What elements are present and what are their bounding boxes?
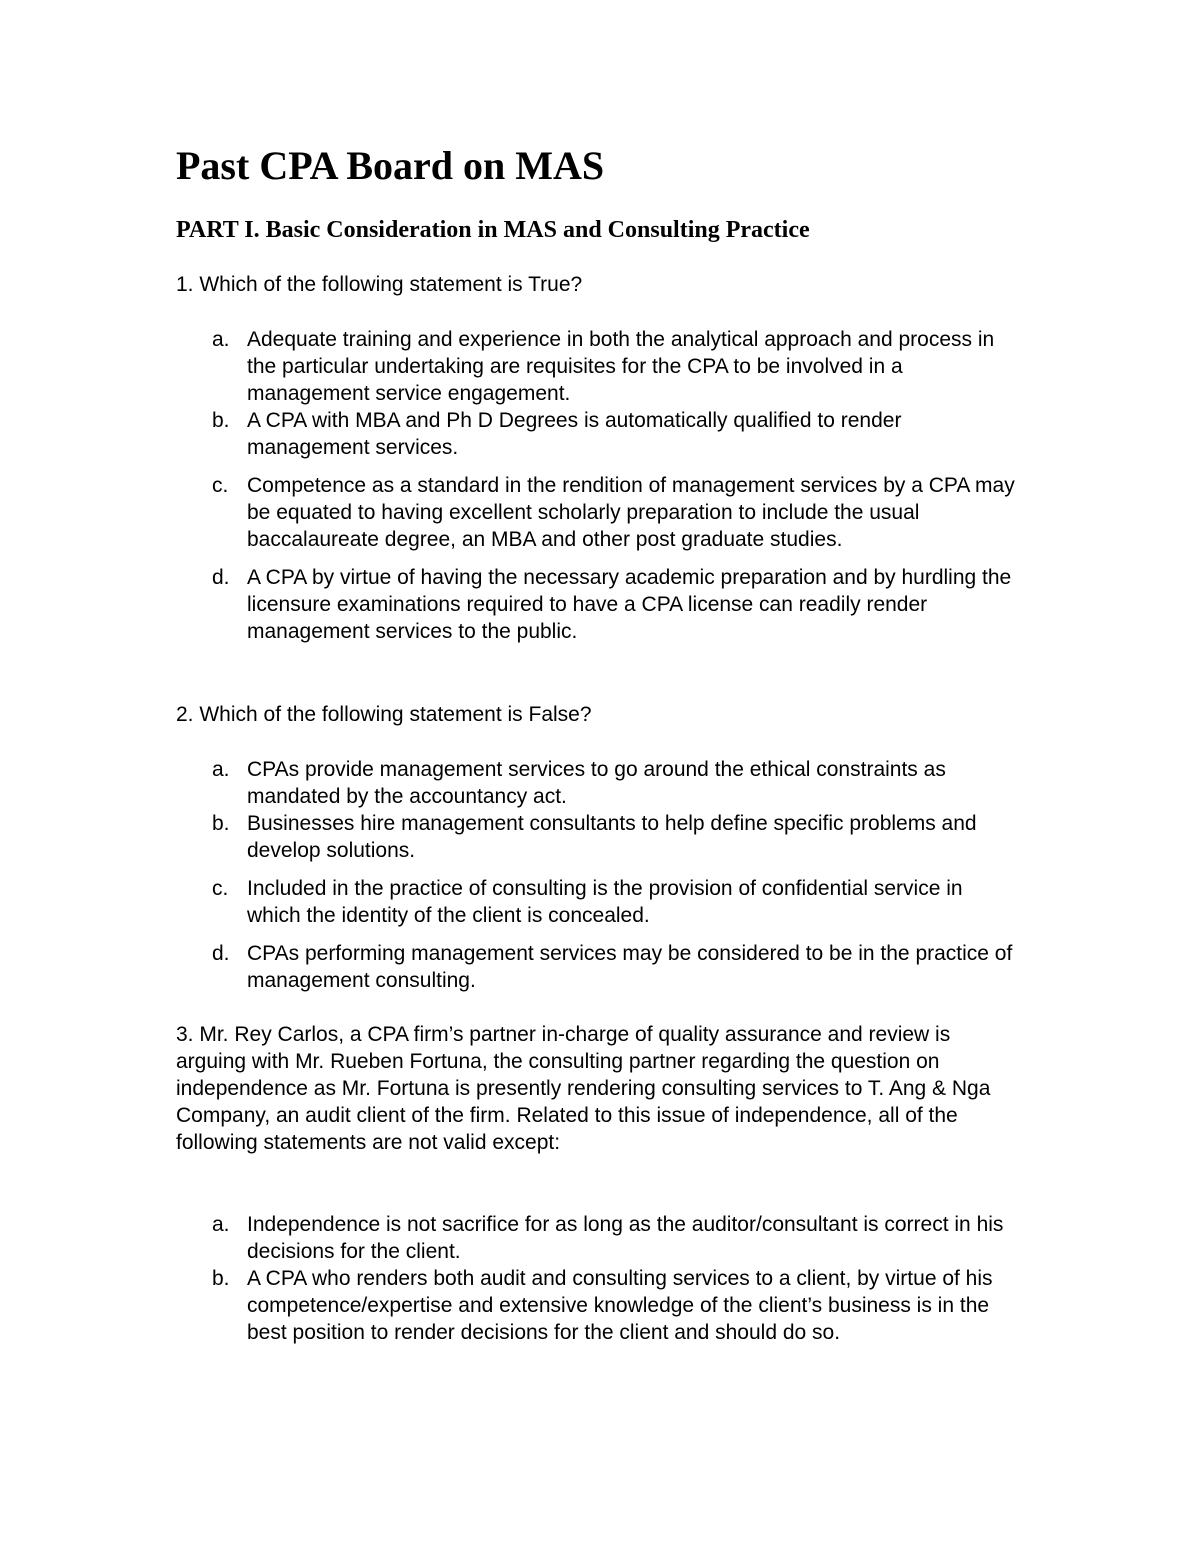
option-text: CPAs performing management services may be considered to be in the practice of management consulting. xyxy=(247,942,1013,992)
option-text: A CPA who renders both audit and consulting services to a client, by virtue of his competence/expertise and extensive knowledge of the client’s business is in the best position to render decisions for the client and should do so. xyxy=(247,1267,993,1344)
option-letter: c. xyxy=(212,877,229,900)
part-heading: PART I. Basic Consideration in MAS and Consulting Practice xyxy=(176,217,810,243)
option-text: Included in the practice of consulting is the provision of confidential service in which the identity of the client is concealed. xyxy=(247,877,963,927)
question-1-option-c xyxy=(212,472,1022,553)
question-1-options xyxy=(212,326,1022,645)
option-letter: b. xyxy=(212,812,230,835)
question-2-options xyxy=(212,756,1022,994)
question-3-options xyxy=(212,1211,1022,1346)
question-1-option-b xyxy=(212,407,1022,461)
document-title: Past CPA Board on MAS xyxy=(176,143,605,188)
option-letter: a. xyxy=(212,1213,230,1236)
question-3-stem: 3. Mr. Rey Carlos, a CPA firm’s partner in-charge of quality assurance and review is arguing with Mr. Rueben Fortuna, the consulting partner regarding the question on independence as Mr. Fortuna is presently rendering consulting services to T. Ang & Nga Company, an audit client of the firm. Related to this issue of independence, all of the following statements are not valid except: xyxy=(176,1023,991,1154)
question-2-option-d xyxy=(212,940,1022,994)
question-1-option-a xyxy=(212,326,1022,407)
option-text: CPAs provide management services to go around the ethical constraints as mandated by the accountancy act. xyxy=(247,758,946,808)
option-text: Businesses hire management consultants to help define specific problems and develop solutions. xyxy=(247,812,977,862)
option-letter: b. xyxy=(212,409,230,432)
option-letter: a. xyxy=(212,758,230,781)
question-2-option-a xyxy=(212,756,1022,810)
question-1-option-d xyxy=(212,564,1022,645)
option-text: Competence as a standard in the rendition of management services by a CPA may be equated to having excellent scholarly preparation to include the usual baccalaureate degree, an MBA and other post graduate studies. xyxy=(247,474,1015,551)
option-text: A CPA with MBA and Ph D Degrees is automatically qualified to render management services. xyxy=(247,409,902,459)
question-3-option-a xyxy=(212,1211,1022,1265)
question-2-option-b xyxy=(212,810,1022,864)
option-letter: d. xyxy=(212,942,230,965)
option-letter: b. xyxy=(212,1267,230,1290)
question-1-stem: 1. Which of the following statement is True? xyxy=(176,273,583,296)
option-text: Independence is not sacrifice for as long as the auditor/consultant is correct in his decisions for the client. xyxy=(247,1213,1004,1263)
option-text: Adequate training and experience in both the analytical approach and process in the particular undertaking are requisites for the CPA to be involved in a management service engagement. xyxy=(247,328,995,405)
question-2-stem: 2. Which of the following statement is False? xyxy=(176,703,592,726)
question-3-option-b xyxy=(212,1265,1022,1346)
option-letter: c. xyxy=(212,474,229,497)
option-letter: d. xyxy=(212,566,230,589)
question-2-option-c xyxy=(212,875,1022,929)
option-letter: a. xyxy=(212,328,230,351)
option-text: A CPA by virtue of having the necessary academic preparation and by hurdling the licensure examinations required to have a CPA license can readily render management services to the public. xyxy=(247,566,1012,643)
